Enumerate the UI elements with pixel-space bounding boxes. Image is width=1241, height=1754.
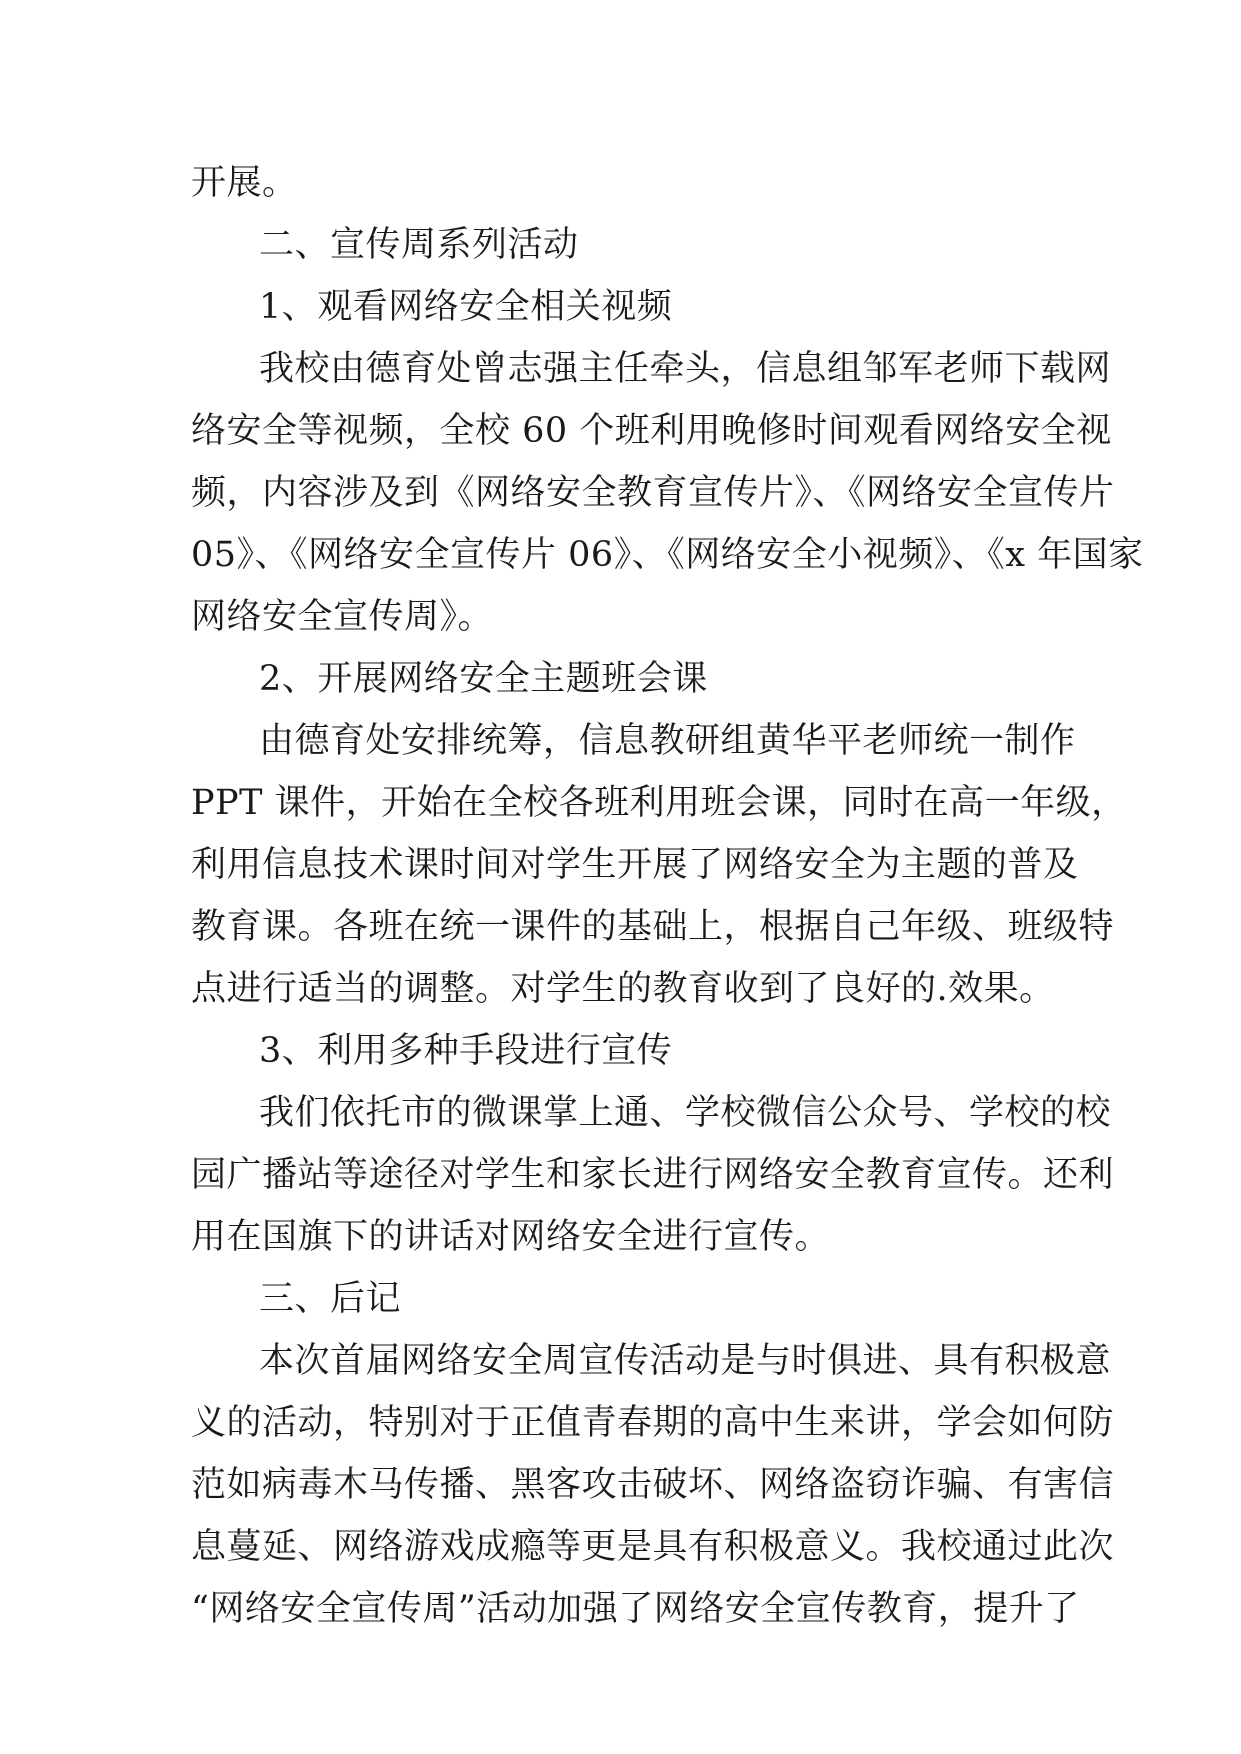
- paragraph-line: 本次首届网络安全周宣传活动是与时俱进、具有积极意: [259, 1341, 1112, 1381]
- paragraph-line: 息蔓延、网络游戏成瘾等更是具有积极意义。我校通过此次: [191, 1527, 1115, 1567]
- section-heading: 二、宣传周系列活动: [259, 225, 579, 265]
- paragraph-line: 用在国旗下的讲话对网络安全进行宣传。: [191, 1217, 831, 1257]
- subsection-heading: 2、开展网络安全主题班会课: [259, 659, 708, 699]
- paragraph-line: 义的活动，特别对于正值青春期的高中生来讲，学会如何防: [191, 1403, 1115, 1443]
- paragraph-line: “网络安全宣传周”活动加强了网络安全宣传教育，提升了: [191, 1589, 1080, 1629]
- paragraph-line: 开展。: [191, 163, 298, 203]
- paragraph-line: 利用信息技术课时间对学生开展了网络安全为主题的普及: [191, 845, 1079, 885]
- paragraph-line: 频，内容涉及到《网络安全教育宣传片》、《网络安全宣传片: [191, 473, 1115, 513]
- paragraph-line: PPT 课件，开始在全校各班利用班会课，同时在高一年级，: [191, 783, 1127, 823]
- paragraph-line: 教育课。各班在统一课件的基础上，根据自己年级、班级特: [191, 907, 1115, 947]
- paragraph-line: 网络安全宣传周》。: [191, 597, 494, 637]
- section-heading: 三、后记: [259, 1279, 402, 1319]
- document-body: [191, 152, 1144, 1640]
- paragraph-line: 我校由德育处曾志强主任牵头，信息组邹军老师下载网: [259, 349, 1112, 389]
- paragraph-line: 园广播站等途径对学生和家长进行网络安全教育宣传。还利: [191, 1155, 1115, 1195]
- paragraph-line: 05》、《网络安全宣传片 06》、《网络安全小视频》、《x 年国家: [191, 535, 1144, 575]
- subsection-heading: 1、观看网络安全相关视频: [259, 287, 673, 327]
- paragraph-line: 由德育处安排统筹，信息教研组黄华平老师统一制作: [259, 721, 1076, 761]
- paragraph-line: 我们依托市的微课掌上通、学校微信公众号、学校的校: [259, 1093, 1112, 1133]
- paragraph-line: 范如病毒木马传播、黑客攻击破坏、网络盗窃诈骗、有害信: [191, 1465, 1115, 1505]
- paragraph-line: 络安全等视频，全校 60 个班利用晚修时间观看网络安全视: [191, 411, 1112, 451]
- subsection-heading: 3、利用多种手段进行宣传: [259, 1031, 673, 1071]
- paragraph-line: 点进行适当的调整。对学生的教育收到了良好的.效果。: [191, 969, 1055, 1009]
